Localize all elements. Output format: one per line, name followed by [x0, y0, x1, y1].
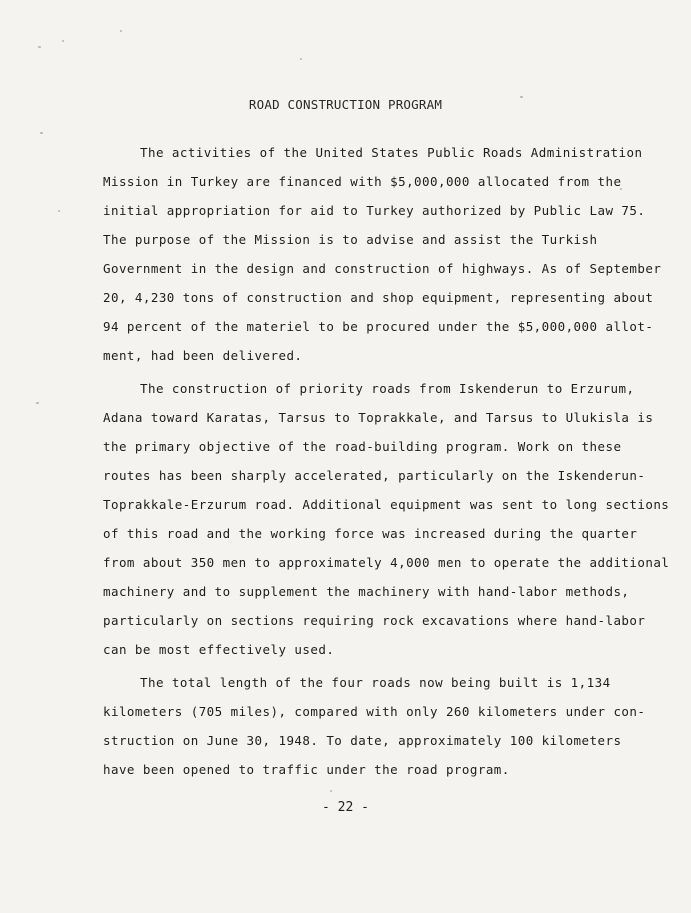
scan-speckle — [38, 46, 41, 48]
paragraph-3-line-3: struction on June 30, 1948. To date, approximately 100 kilometers — [103, 733, 622, 748]
paragraph-2-line-3: the primary objective of the road-building program. Work on these — [103, 439, 622, 454]
paragraph-3-line-1: The total length of the four roads now being built is 1,134 — [140, 675, 611, 690]
paragraph-1-line-7: 94 percent of the materiel to be procured under the $5,000,000 allot- — [103, 319, 654, 334]
paragraph-2-line-5: Toprakkale-Erzurum road. Additional equipment was sent to long sections — [103, 497, 670, 512]
scan-speckle — [120, 30, 122, 32]
scan-speckle — [58, 210, 60, 212]
paragraph-1-line-3: initial appropriation for aid to Turkey authorized by Public Law 75. — [103, 203, 646, 218]
paragraph-1-line-4: The purpose of the Mission is to advise and assist the Turkish — [103, 232, 598, 247]
paragraph-2-line-9: particularly on sections requiring rock excavations where hand-labor — [103, 613, 646, 628]
paragraph-2-line-7: from about 350 men to approximately 4,000 men to operate the additional — [103, 555, 670, 570]
paragraph-2-line-1: The construction of priority roads from Iskenderun to Erzurum, — [140, 381, 635, 396]
paragraph-1-line-2: Mission in Turkey are financed with $5,000,000 allocated from the — [103, 174, 622, 189]
paragraph-1-line-1: The activities of the United States Public Roads Administration — [140, 145, 643, 160]
paragraph-1-line-5: Government in the design and construction of highways. As of September — [103, 261, 662, 276]
paragraph-1-line-8: ment, had been delivered. — [103, 348, 303, 363]
scan-speckle — [300, 58, 302, 60]
paragraph-2-line-2: Adana toward Karatas, Tarsus to Toprakkale, and Tarsus to Ulukisla is — [103, 410, 654, 425]
paragraph-2-line-10: can be most effectively used. — [103, 642, 335, 657]
paragraph-1-line-6: 20, 4,230 tons of construction and shop equipment, representing about — [103, 290, 654, 305]
paragraph-2-line-4: routes has been sharply accelerated, particularly on the Iskenderun- — [103, 468, 646, 483]
scan-speckle — [62, 40, 64, 42]
page-number: - 22 - — [322, 800, 369, 815]
scan-speckle — [36, 402, 39, 404]
scan-speckle — [330, 790, 332, 792]
document-title: ROAD CONSTRUCTION PROGRAM — [248, 97, 443, 112]
scan-speckle — [40, 132, 43, 134]
paragraph-3-line-4: have been opened to traffic under the road program. — [103, 762, 510, 777]
paragraph-3-line-2: kilometers (705 miles), compared with only 260 kilometers under con- — [103, 704, 646, 719]
paragraph-2-line-8: machinery and to supplement the machinery with hand-labor methods, — [103, 584, 630, 599]
paragraph-2-line-6: of this road and the working force was increased during the quarter — [103, 526, 638, 541]
